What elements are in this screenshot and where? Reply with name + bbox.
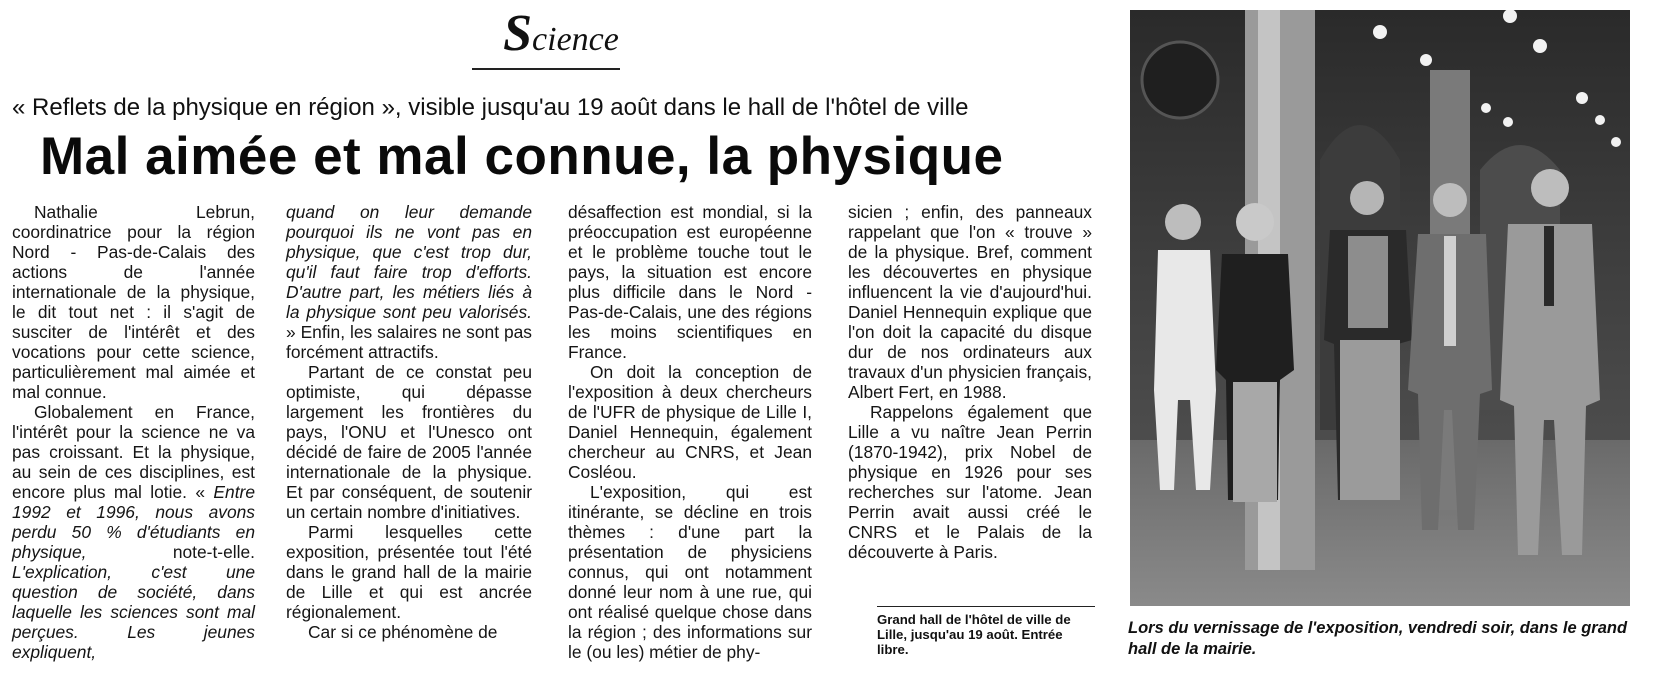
section-title-rest: cience bbox=[532, 21, 619, 58]
article-kicker: « Reflets de la physique en région », visible jusqu'au 19 août dans le hall de l'hôtel de ville bbox=[12, 94, 969, 121]
article-headline: Mal aimée et mal connue, la physique bbox=[40, 127, 1004, 186]
paragraph: L'exposition, qui est itinérante, se décline en trois thèmes : d'une part la présentation de physiciens connus, qui ont notamment donné leur nom à une rue, qui ont réalisé quelque chose dans la région ; des informations sur le (ou les) métier de phy- bbox=[568, 482, 812, 662]
paragraph: Rappelons également que Lille a vu naître Jean Perrin (1870-1942), prix Nobel de physique en 1926 pour ses recherches sur l'atome. Jean Perrin avait aussi créé le CNRS et le Palais de la découverte à Paris. bbox=[848, 402, 1092, 562]
section-title bbox=[486, 4, 636, 63]
paragraph: Parmi lesquelles cette exposition, présentée tout l'été dans le grand hall de la mairie de Lille et qui est ancrée régionalement. bbox=[286, 522, 532, 622]
paragraph bbox=[12, 402, 255, 662]
text-run: note-t-elle. bbox=[172, 542, 255, 562]
paragraph bbox=[286, 202, 532, 362]
paragraph: sicien ; enfin, des panneaux rappelant que l'on « trouve » de la physique. Bref, comment les découvertes en physique influencent la vie d'aujourd'hui. Daniel Hennequin explique que l'on doit la capacité du disque dur de nos ordinateurs aux travaux d'un physicien français, Albert Fert, en 1988. bbox=[848, 202, 1092, 402]
article-column-2 bbox=[286, 202, 532, 642]
article-column-4 bbox=[848, 202, 1092, 562]
article-column-1 bbox=[12, 202, 255, 662]
quote-run: Entre 1992 et 1996, nous avons perdu 50 % d'étudiants en physique, bbox=[12, 482, 255, 562]
section-rule bbox=[472, 68, 620, 70]
paragraph: On doit la conception de l'exposition à deux chercheurs de l'UFR de physique de Lille I, Daniel Hennequin, également chercheur au CNRS, et Jean Cosléou. bbox=[568, 362, 812, 482]
photo-illustration bbox=[1130, 10, 1630, 606]
article-column-3 bbox=[568, 202, 812, 662]
article-photo bbox=[1130, 10, 1630, 606]
info-box-rule bbox=[877, 606, 1095, 607]
paragraph: désaffection est mondial, si la préoccupation est européenne et le problème touche tout le pays, la situation est encore plus difficile dans le Nord - Pas-de-Calais, une des régions les moins scientifiques en France. bbox=[568, 202, 812, 362]
section-initial: S bbox=[503, 5, 533, 62]
paragraph: Car si ce phénomène de bbox=[308, 622, 498, 642]
quote-run: L'explication, c'est une question de société, dans laquelle les sciences sont mal perçues. Les jeunes expliquent, bbox=[12, 562, 255, 662]
quote-run: quand on leur demande pourquoi ils ne vont pas en physique, que c'est trop dur, qu'il faut faire trop d'efforts. D'autre part, les métiers liés à la physique sont peu valorisés. bbox=[286, 202, 532, 322]
paragraph: Nathalie Lebrun, coordinatrice pour la région Nord - Pas-de-Calais des actions de l'année internationale de la physique, le dit tout net : il s'agit de susciter de l'intérêt et des vocations pour cette science, particulièrement mal aimée et mal connue. bbox=[12, 202, 255, 402]
paragraph: Partant de ce constat peu optimiste, qui dépasse largement les frontières du pays, l'ONU et l'Unesco ont décidé de faire de 2005 l'année internationale de la physique. Et par conséquent, de soutenir un certain nombre d'initiatives. bbox=[286, 362, 532, 522]
text-run: » Enfin, les salaires ne sont pas forcément attractifs. bbox=[286, 322, 532, 362]
info-box: Grand hall de l'hôtel de ville de Lille, jusqu'au 19 août. Entrée libre. bbox=[877, 612, 1071, 657]
photo-caption: Lors du vernissage de l'exposition, vendredi soir, dans le grand hall de la mairie. bbox=[1128, 619, 1628, 658]
text-run: Globalement en France, l'intérêt pour la science ne va pas croissant. Et la physique, au sein de ces disciplines, est encore plus mal lotie. « bbox=[12, 402, 255, 502]
